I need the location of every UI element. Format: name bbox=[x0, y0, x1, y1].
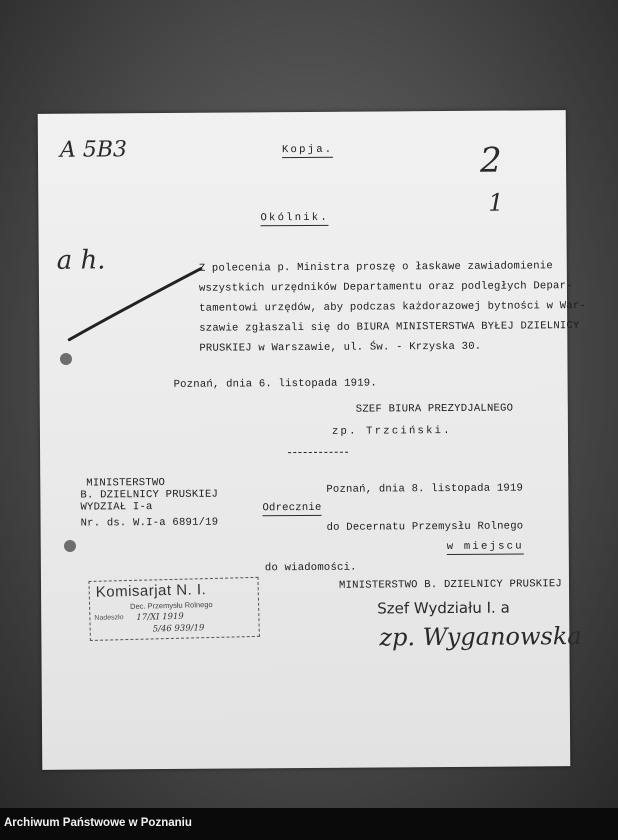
body-line: PRUSKIEJ w Warszawie, ul. Św. - Krzyska 30. bbox=[199, 340, 482, 355]
stamp-number: 5/46 939/19 bbox=[152, 623, 205, 635]
handwritten-head-of-department: Szef Wydziału I. a bbox=[377, 598, 510, 618]
handwritten-catalog-mark: A 5B3 bbox=[59, 137, 128, 163]
document-title: Okólnik. bbox=[260, 211, 329, 225]
signatory-name: zp. Trzciński. bbox=[331, 424, 452, 438]
body-line: Z polecenia p. Ministra proszę o łaskawe zawiadomienie bbox=[198, 260, 553, 275]
place-date-second: Poznań, dnia 8. listopada 1919 bbox=[326, 482, 524, 496]
binder-hole bbox=[60, 353, 72, 365]
copy-label: Odrecznie bbox=[262, 501, 322, 515]
sender-line: MINISTERSTWO bbox=[86, 476, 166, 490]
document-page bbox=[38, 110, 587, 770]
body-line: wszystkich urzędników Departamentu oraz podległych Depar- bbox=[198, 280, 573, 295]
body-line: szawie zgłaszali się do BIURA MINISTERSTWA BYŁEJ DZIELNICY bbox=[199, 320, 580, 335]
stamp-subtitle: Dec. Przemysłu Rolnego bbox=[129, 599, 213, 611]
for-information: do wiadomości. bbox=[264, 561, 357, 575]
reference-number: Nr. ds. W.I-a 6891/19 bbox=[80, 516, 219, 530]
ministry-closing: MINISTERSTWO B. DZIELNICY PRUSKIEJ bbox=[338, 578, 563, 592]
separator-line bbox=[288, 452, 348, 453]
stamp-received-date: 17/XI 1919 bbox=[136, 611, 184, 623]
stamp-title: Komisarjat N. I. bbox=[95, 581, 207, 601]
handwritten-margin-note: a h. bbox=[56, 245, 106, 276]
stamp-received-label: Nadeszło bbox=[94, 614, 124, 622]
archive-name: Archiwum Państwowe w Poznaniu bbox=[4, 817, 192, 829]
sender-line: WYDZIAŁ I-a bbox=[80, 501, 153, 514]
receipt-stamp bbox=[88, 577, 259, 641]
binder-hole bbox=[64, 540, 76, 552]
handwritten-signature: zp. Wyganowska bbox=[379, 622, 582, 652]
margin-stroke bbox=[67, 267, 204, 344]
location: w miejscu bbox=[446, 540, 524, 554]
handwritten-page-number: 2 bbox=[479, 140, 502, 181]
addressee: do Decernatu Przemysłu Rolnego bbox=[326, 520, 524, 534]
archive-footer bbox=[0, 808, 618, 840]
signatory-title: SZEF BIURA PREZYDJALNEGO bbox=[355, 402, 514, 416]
body-line: tamentowi urzędów, aby podczas każdorazowej bytności w War- bbox=[199, 300, 587, 315]
handwritten-page-subnumber: 1 bbox=[488, 188, 504, 217]
document-heading: Kopja. bbox=[281, 143, 334, 157]
sender-line: B. DZIELNICY PRUSKIEJ bbox=[80, 488, 219, 502]
place-date: Poznań, dnia 6. listopada 1919. bbox=[173, 377, 377, 391]
